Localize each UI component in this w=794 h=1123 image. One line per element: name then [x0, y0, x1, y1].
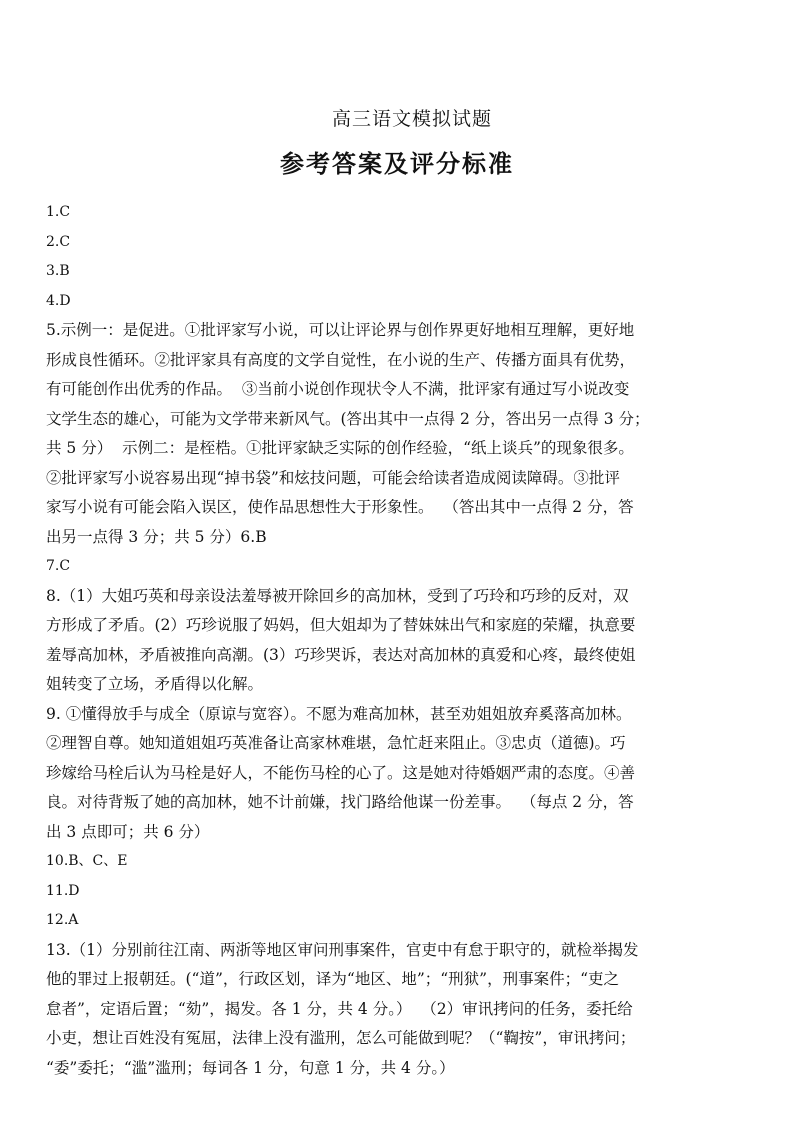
answer-line: 4.D [46, 292, 71, 309]
answer-line: 文学生态的雄心，可能为文学带来新风气。(答出其中一点得 2 分，答出另一点得 3 分； [46, 409, 650, 428]
answer-line: 1.C [46, 204, 71, 220]
answer-line: 出另一点得 3 分；共 5 分）6.B [46, 527, 267, 546]
answer-line: 5.示例一：是促进。①批评家写小说，可以让评论界与创作界更好地相互理解，更好地 [46, 321, 635, 339]
answer-line: 怠者”，定语后置；“劾”，揭发。各 1 分，共 4 分。） （2）审讯拷问的任务，委托给 [46, 999, 633, 1018]
answer-key-heading: 参考答案及评分标准 [280, 149, 514, 178]
answer-line: 9. ①懂得放手与成全（原谅与宽容）。不愿为难高加林，甚至劝姐姐放弃奚落高加林。 [46, 704, 632, 723]
answer-line: 7.C [46, 558, 71, 574]
answer-line: 11.D [46, 882, 80, 899]
answer-list [46, 198, 666, 1083]
answer-line: 羞辱高加林，矛盾被推向高潮。(3）巧珍哭诉，表达对高加林的真爱和心疼，最终使姐 [46, 645, 636, 664]
answer-line: 他的罪过上报朝廷。(“道”，行政区划，译为“地区、地”；“刑狱”，刑事案件；“吏之 [46, 970, 620, 988]
answer-line: 10.B、C、E [46, 853, 128, 869]
answer-line: 小吏，想让百姓没有冤屈，法律上没有滥刑，怎么可能做到呢？（“鞫按”，审讯拷问； [46, 1029, 636, 1047]
answer-line: 3.B [46, 263, 70, 279]
answer-line: 13.（1）分别前往江南、两浙等地区审问刑事案件，官吏中有怠于职守的，就检举揭发 [46, 940, 639, 959]
answer-line: 良。对待背叛了她的高加林，她不计前嫌，找门路给他谋一份差事。 （每点 2 分，答 [46, 793, 634, 811]
answer-line: ②理智自尊。她知道姐姐巧英准备让高家林难堪，急忙赶来阻止。③忠贞（道德)。巧 [46, 734, 626, 752]
answer-line: 2.C [46, 233, 71, 250]
answer-line: 有可能创作出优秀的作品。 ③当前小说创作现状令人不满，批评家有通过写小说改变 [46, 380, 630, 398]
answer-line: 形成良性循环。②批评家具有高度的文学自觉性，在小说的生产、传播方面具有优势， [46, 350, 636, 369]
answer-line: 出 3 点即可；共 6 分） [46, 822, 210, 841]
answer-line: 珍嫁给马栓后认为马栓是好人，不能伤马栓的心了。这是她对待婚姻严肃的态度。④善 [46, 763, 636, 782]
answer-line: 家写小说有可能会陷入误区，使作品思想性大于形象性。 （答出其中一点得 2 分，答 [46, 498, 634, 516]
answer-line: 共 5 分） 示例二：是桎梏。①批评家缺乏实际的创作经验，“纸上谈兵”的现象很多。 [46, 439, 634, 457]
answer-line: 12.A [46, 912, 79, 928]
answer-line: 姐转变了立场，矛盾得以化解。 [46, 675, 264, 693]
exam-title: 高三语文模拟试题 [331, 108, 492, 130]
answer-line: ②批评家写小说容易出现“掉书袋”和炫技问题，可能会给读者造成阅读障碍。③批评 [46, 468, 620, 487]
answer-line: “委”委托；“滥”滥刑；每词各 1 分，句意 1 分，共 4 分。） [46, 1058, 455, 1077]
answer-line: 方形成了矛盾。(2）巧珍说服了妈妈，但大姐却为了替妹妹出气和家庭的荣耀，执意要 [46, 616, 636, 634]
answer-line: 8.（1）大姐巧英和母亲设法羞辱被开除回乡的高加林，受到了巧玲和巧珍的反对，双 [46, 586, 629, 605]
